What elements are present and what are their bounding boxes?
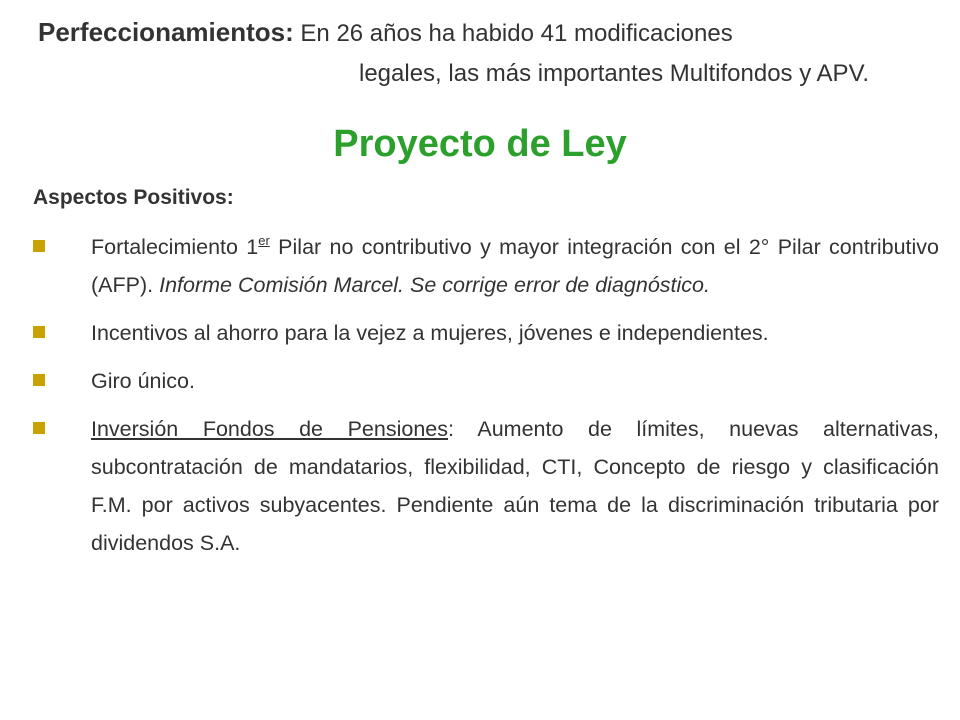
bullet-item-strengthening	[33, 228, 939, 304]
bullet-item-single-withdrawal	[33, 362, 939, 400]
header-text-line-2: legales, las más importantes Multifondos y APV.	[359, 60, 870, 87]
header	[38, 12, 938, 94]
header-line-1	[38, 12, 938, 54]
header-text-line-1: En 26 años ha habido 41 modificaciones	[300, 20, 733, 47]
bullet-underlined-term: Inversión Fondos de Pensiones	[91, 417, 448, 441]
bullet-text-cont: Pilar no contributivo y mayor integración con el 2° Pilar contributivo (AFP).	[91, 235, 940, 297]
bullet-text: : Aumento de límites, nuevas alternativas, subcontratación de mandatarios, flexibilidad, CTI, Concepto de riesgo y clasificación F.M. por activos subyacentes. Pendiente aún tema de la discriminación tributaria por dividendos S.A.	[91, 417, 939, 555]
bullet-item-fund-investment	[33, 410, 939, 562]
section-subheading: Aspectos Positivos:	[33, 186, 234, 209]
square-bullet-icon	[33, 374, 45, 386]
page-title: Proyecto de Ley	[333, 123, 627, 165]
bullet-item-incentives	[33, 314, 939, 352]
header-line-2	[38, 54, 938, 94]
bullet-list	[33, 228, 939, 572]
square-bullet-icon	[33, 422, 45, 434]
ordinal-superscript: er	[258, 233, 270, 248]
header-label: Perfeccionamientos:	[38, 17, 294, 47]
square-bullet-icon	[33, 240, 45, 252]
bullet-text: Incentivos al ahorro para la vejez a mujeres, jóvenes e independientes.	[91, 321, 769, 345]
bullet-text: Fortalecimiento 1	[91, 235, 259, 259]
bullet-italic-note: Informe Comisión Marcel. Se corrige error de diagnóstico.	[159, 273, 710, 297]
bullet-text: Giro único.	[91, 369, 195, 393]
square-bullet-icon	[33, 326, 45, 338]
